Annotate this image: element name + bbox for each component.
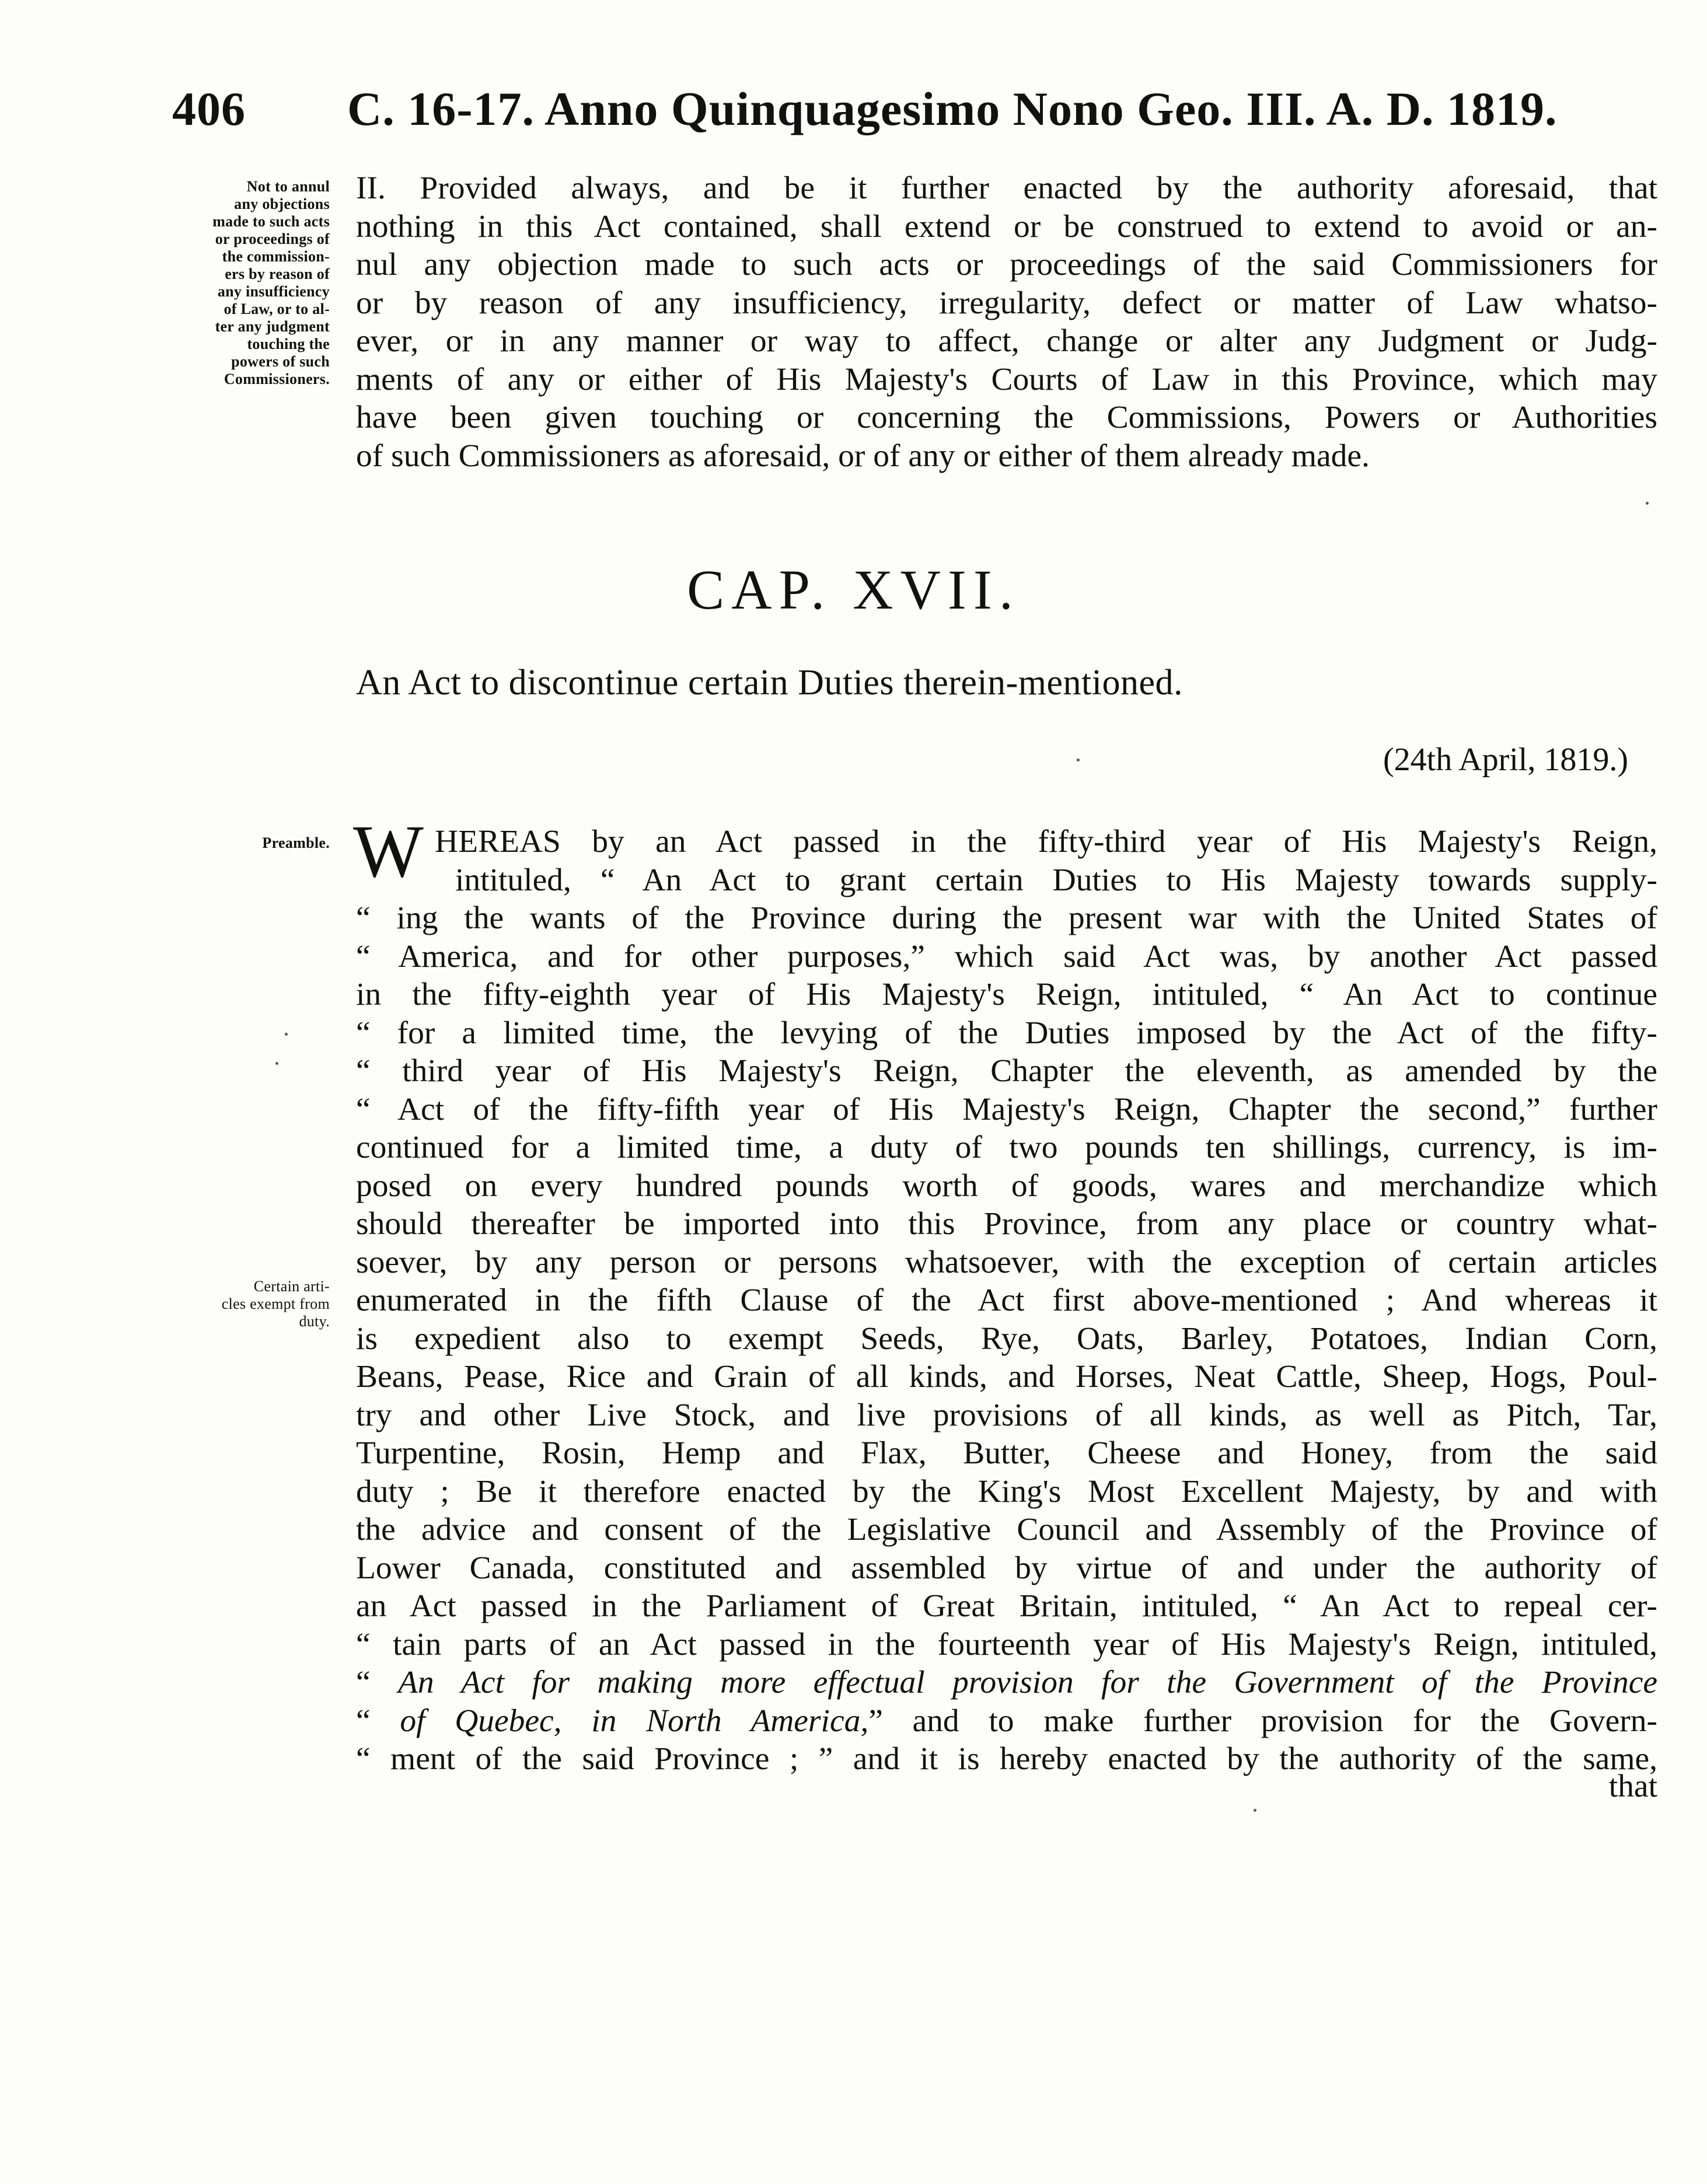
margin-note-line: Not to annul xyxy=(246,178,330,195)
act-title: An Act to discontinue certain Duties therein-mentioned. xyxy=(356,663,1183,703)
margin-note-line: Commissioners. xyxy=(224,371,330,387)
preamble-line: posed on every hundred pounds worth of goods, wares and merchandize which xyxy=(356,1168,1657,1204)
preamble-line: the advice and consent of the Legislative Council and Assembly of the Province of xyxy=(356,1512,1657,1547)
preamble-line: “ third year of His Majesty's Reign, Chapter the eleventh, as amended by the xyxy=(356,1053,1657,1089)
header-title: C. 16-17. Anno Quinquagesimo Nono Geo. III. A. D. 1819. xyxy=(347,82,1558,135)
section-ii-line: of such Commissioners as aforesaid, or of any or either of them already made. xyxy=(356,438,1370,474)
preamble-line: HEREAS by an Act passed in the fifty-third year of His Majesty's Reign, xyxy=(435,824,1657,859)
preamble-line: Beans, Pease, Rice and Grain of all kinds, and Horses, Neat Cattle, Sheep, Hogs, Poul- xyxy=(356,1359,1657,1395)
preamble-line-rest: ” and to make further provision for the Govern- xyxy=(868,1703,1657,1739)
preamble-line: intituled, “ An Act to grant certain Duties to His Majesty towards supply- xyxy=(455,862,1657,898)
preamble-line-italic: “ An Act for making more effectual provision for the Government of the Province xyxy=(356,1665,1657,1700)
margin-note-line: touching the xyxy=(247,336,330,352)
preamble-line: is expedient also to exempt Seeds, Rye, Oats, Barley, Potatoes, Indian Corn, xyxy=(356,1320,1657,1357)
margin-note-certain-articles xyxy=(166,1278,330,1330)
italic-act-title: An Act for making more effectual provision for the Government of the Province xyxy=(398,1665,1657,1700)
drop-cap: W xyxy=(353,810,424,893)
preamble-body xyxy=(356,823,1657,1778)
margin-note-line: or proceedings of xyxy=(215,230,330,247)
margin-note-line: duty. xyxy=(299,1313,330,1330)
section-ii xyxy=(356,169,1657,475)
section-ii-line: nothing in this Act contained, shall extend or be construed to extend to avoid or an- xyxy=(356,208,1657,244)
section-ii-line: ever, or in any manner or way to affect, change or alter any Judgment or Judg- xyxy=(356,323,1657,359)
act-date: (24th April, 1819.) xyxy=(1383,742,1628,778)
preamble-line: “ for a limited time, the levying of the Duties imposed by the Act of the fifty- xyxy=(356,1015,1657,1051)
catchword: that xyxy=(1608,1769,1657,1804)
italic-act-title-cont: of Quebec, in North America, xyxy=(400,1703,869,1739)
preamble-line: “ ing the wants of the Province during the present war with the United States of xyxy=(356,900,1657,936)
margin-note-line: any insufficiency xyxy=(217,283,330,300)
preamble-line: Turpentine, Rosin, Hemp and Flax, Butter, Cheese and Honey, from the said xyxy=(356,1435,1657,1471)
margin-note-line: powers of such xyxy=(231,353,330,370)
margin-note-line: ter any judgment xyxy=(215,318,330,335)
preamble-line: continued for a limited time, a duty of two pounds ten shillings, currency, is im- xyxy=(356,1130,1657,1165)
page-number: 406 xyxy=(172,82,246,135)
preamble-line: try and other Live Stock, and live provisions of all kinds, as well as Pitch, Tar, xyxy=(356,1397,1657,1433)
preamble-line: “ America, and for other purposes,” which said Act was, by another Act passed xyxy=(356,938,1657,974)
preamble-line: soever, by any person or persons whatsoever, with the exception of certain articles xyxy=(356,1244,1657,1280)
margin-note-preamble: Preamble. xyxy=(262,834,330,851)
print-speck xyxy=(1077,759,1080,761)
print-speck xyxy=(285,1033,288,1036)
preamble-line: duty ; Be it therefore enacted by the King's Most Excellent Majesty, by and with xyxy=(356,1473,1657,1509)
margin-note-not-to-annul xyxy=(166,178,330,388)
print-speck xyxy=(275,1062,278,1065)
preamble-line: Lower Canada, constituted and assembled by virtue of and under the authority of xyxy=(356,1550,1657,1586)
chapter-title: CAP. XVII. xyxy=(687,558,1020,621)
preamble-line: an Act passed in the Parliament of Great Britain, intituled, “ An Act to repeal cer- xyxy=(356,1588,1657,1624)
section-ii-line: II. Provided always, and be it further enacted by the authority aforesaid, that xyxy=(356,170,1657,206)
preamble-line: “ Act of the fifty-fifth year of His Majesty's Reign, Chapter the second,” further xyxy=(356,1091,1657,1127)
section-ii-line: or by reason of any insufficiency, irregularity, defect or matter of Law whatso- xyxy=(356,285,1657,321)
preamble-line-mixed: “ of Quebec, in North America,” and to make further provision for the Govern- xyxy=(356,1703,1657,1739)
print-speck xyxy=(1254,1809,1256,1812)
preamble-line: in the fifty-eighth year of His Majesty's Reign, intituled, “ An Act to continue xyxy=(356,977,1657,1012)
margin-note-line: ers by reason of xyxy=(225,265,330,282)
section-ii-line: ments of any or either of His Majesty's Courts of Law in this Province, which may xyxy=(356,361,1657,397)
preamble-line: “ tain parts of an Act passed in the fourteenth year of His Majesty's Reign, intituled, xyxy=(356,1626,1657,1662)
margin-note-line: cles exempt from xyxy=(221,1295,330,1312)
running-header xyxy=(172,82,1657,146)
margin-note-line: Certain arti- xyxy=(253,1278,330,1295)
preamble-line: should thereafter be imported into this Province, from any place or country what- xyxy=(356,1206,1657,1242)
print-speck xyxy=(1646,502,1649,505)
preamble-line: “ ment of the said Province ; ” and it is hereby enacted by the authority of the same, xyxy=(356,1741,1657,1777)
margin-note-line: of Law, or to al- xyxy=(224,300,330,317)
section-ii-line: nul any objection made to such acts or proceedings of the said Commissioners for xyxy=(356,247,1657,282)
preamble-line: enumerated in the fifth Clause of the Act first above-mentioned ; And whereas it xyxy=(356,1283,1657,1318)
margin-note-line: any objections xyxy=(234,195,330,212)
margin-note-line: made to such acts xyxy=(212,213,330,230)
section-ii-line: have been given touching or concerning the Commissions, Powers or Authorities xyxy=(356,400,1657,435)
margin-note-line: the commission- xyxy=(222,248,330,265)
